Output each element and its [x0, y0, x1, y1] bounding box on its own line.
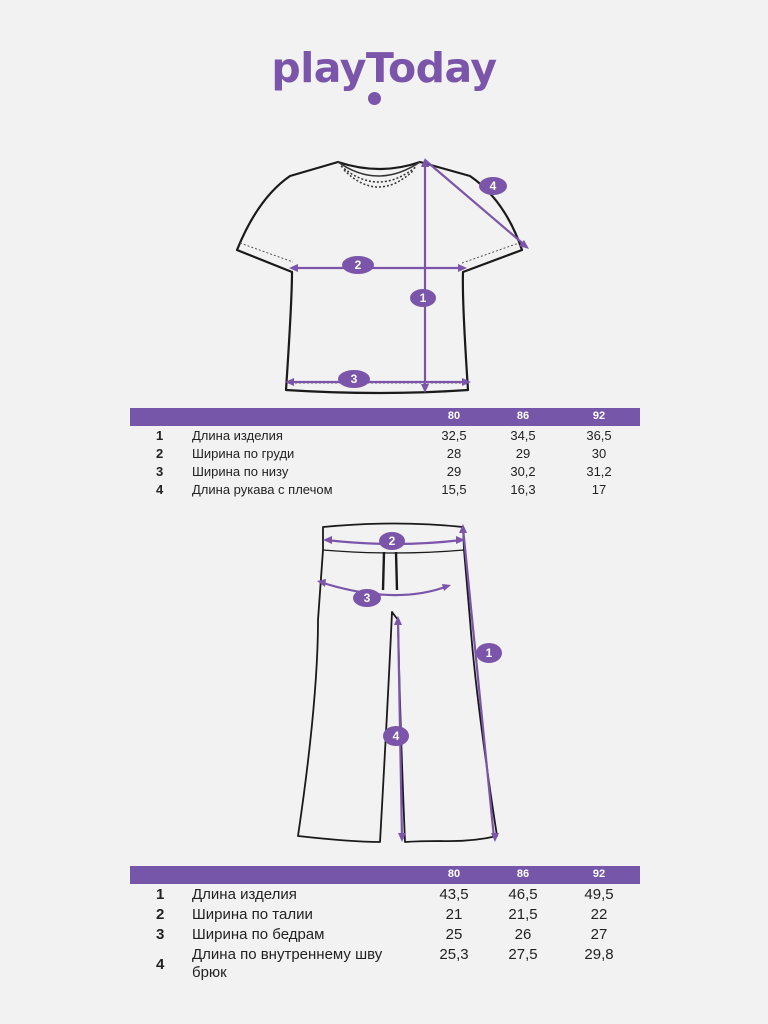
measure-value: 25,3	[439, 946, 469, 963]
measure-value: 43,5	[439, 886, 469, 903]
logo-dot	[368, 92, 381, 105]
row-number: 2	[156, 906, 165, 923]
pants-table-header	[130, 866, 640, 884]
size-header: 92	[592, 410, 606, 422]
measure-name: Длина изделия	[192, 428, 283, 443]
table-row	[130, 946, 640, 986]
size-header: 92	[592, 868, 606, 880]
table-row	[130, 428, 640, 446]
logo-text: playToday	[271, 44, 497, 92]
svg-text:3: 3	[350, 372, 358, 386]
measure-name: Ширина по талии	[192, 906, 313, 923]
tshirt-outline	[237, 162, 522, 393]
measure-value: 31,2	[586, 464, 612, 479]
svg-text:3: 3	[363, 591, 371, 605]
pants-diagram	[0, 515, 768, 855]
measure-value: 22	[590, 906, 608, 923]
pants-drawstring	[383, 552, 397, 590]
measure-name: Ширина по бедрам	[192, 926, 325, 943]
size-header: 80	[447, 868, 461, 880]
svg-text:4: 4	[392, 729, 400, 743]
table-row	[130, 926, 640, 946]
table-row	[130, 464, 640, 482]
brand-logo	[0, 44, 768, 92]
measure-value: 26	[514, 926, 532, 943]
tshirt-marker-2	[342, 256, 374, 274]
row-number: 1	[156, 428, 164, 443]
measure-value: 25	[445, 926, 463, 943]
pants-marker-4	[383, 726, 409, 746]
pants-arrowheads	[317, 524, 499, 842]
tshirt-stitching	[240, 243, 519, 383]
table-row	[130, 446, 640, 464]
measure-value: 34,5	[510, 428, 536, 443]
pants-marker-3	[353, 589, 381, 607]
tshirt-size-table	[130, 408, 640, 500]
measure-value: 15,5	[441, 482, 467, 497]
measure-value: 30,2	[510, 464, 536, 479]
measure-name: Длина рукава с плечом	[192, 482, 333, 497]
tshirt-table-header	[130, 408, 640, 426]
measure-value: 27,5	[508, 946, 538, 963]
tshirt-diagram	[0, 150, 768, 400]
svg-text:1: 1	[419, 291, 427, 305]
measure-value: 21	[445, 906, 463, 923]
measure-value: 28	[446, 446, 462, 461]
measure-value: 17	[591, 482, 607, 497]
measure-value: 16,3	[510, 482, 536, 497]
row-number: 4	[156, 956, 165, 973]
svg-text:4: 4	[489, 179, 497, 193]
size-header: 80	[447, 410, 461, 422]
measure-value: 29	[515, 446, 531, 461]
size-header: 86	[516, 868, 530, 880]
size-header: 86	[516, 410, 530, 422]
svg-text:2: 2	[388, 534, 396, 548]
tshirt-marker-3	[338, 370, 370, 388]
svg-text:2: 2	[354, 258, 362, 272]
measure-value: 21,5	[508, 906, 538, 923]
measure-value: 29	[446, 464, 462, 479]
row-number: 3	[156, 926, 165, 943]
measure-name: Ширина по низу	[192, 464, 289, 479]
measure-name: Длина по внутреннему шву брюк	[192, 946, 383, 981]
measure-value: 32,5	[441, 428, 467, 443]
measure-name: Длина изделия	[192, 886, 297, 903]
row-number: 4	[156, 482, 164, 497]
measure-value: 49,5	[584, 886, 614, 903]
tshirt-marker-4	[479, 177, 507, 195]
row-number: 2	[156, 446, 164, 461]
tshirt-marker-1	[410, 289, 436, 307]
pants-marker-1	[476, 643, 502, 663]
table-row	[130, 482, 640, 500]
measure-value: 46,5	[508, 886, 538, 903]
pants-size-table	[130, 866, 640, 986]
svg-text:1: 1	[485, 646, 493, 660]
table-row	[130, 906, 640, 926]
table-row	[130, 886, 640, 906]
measure-value: 36,5	[586, 428, 612, 443]
row-number: 1	[156, 886, 165, 903]
measure-value: 27	[590, 926, 608, 943]
measure-name: Ширина по груди	[192, 446, 295, 461]
measure-value: 30	[591, 446, 607, 461]
measure-value: 29,8	[584, 946, 614, 963]
pants-measure-lines	[320, 528, 494, 838]
pants-marker-2	[379, 532, 405, 550]
row-number: 3	[156, 464, 164, 479]
